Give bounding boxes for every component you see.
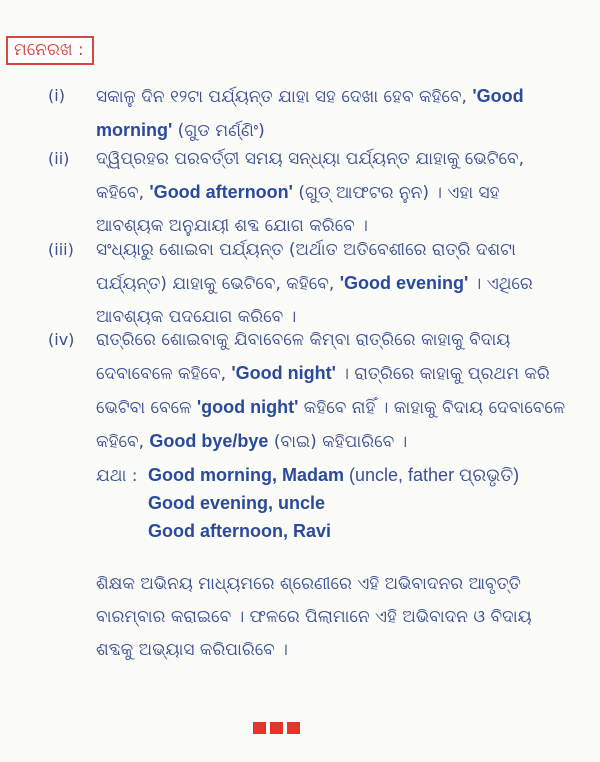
list-item-2 — [48, 143, 568, 243]
list-item-1 — [48, 80, 568, 148]
item-number: (iii) — [48, 240, 74, 259]
list-item-3 — [48, 234, 568, 334]
item-number: (i) — [48, 86, 65, 105]
teacher-note-paragraph: ଶିକ୍ଷକ ଅଭିନୟ ମାଧ୍ୟମରେ ଶ୍ରେଣୀରେ ଏହି ଅଭିବାଦନର ଆବୃତ୍ତି ବାରମ୍ବାର କରାଇବେ । ଫଳରେ ପିଲାମାନେ ଏହି ଅଭିବାଦନ ଓ ବିଦାୟ ଶବ୍ଦକୁ ଅଭ୍ୟାସ କରିପାରିବେ । — [96, 574, 532, 660]
item-number: (iv) — [48, 330, 75, 349]
item-number: (ii) — [48, 149, 70, 168]
item-text: ସଂଧ୍ୟାରୁ ଶୋଇବା ପର୍ଯ୍ୟନ୍ତ (ଅର୍ଥାତ ଅତିବେଶୀରେ ରାତ୍ରି ଦଶଟା ପର୍ଯ୍ୟନ୍ତ) ଯାହାକୁ ଭେଟିବେ, କହିବେ, 'Good evening' । ଏଥିରେ ଆବଶ୍ୟକ ପଦଯୋଗ କରିବେ । — [96, 240, 533, 327]
end-marker — [253, 722, 300, 734]
example-greeting-1: Good morning, Madam — [148, 465, 344, 485]
examples-lead: ଯଥା : — [96, 466, 138, 486]
examples-block — [96, 462, 576, 546]
item-text: ରାତ୍ରିରେ ଶୋଇବାକୁ ଯିବାବେଳେ କିମ୍ବା ରାତ୍ରିରେ କାହାକୁ ବିଦାୟ ଦେବାବେଳେ କହିବେ, 'Good night' । ରାତ୍ରିରେ କାହାକୁ ପ୍ରଥମ କରି ଭେଟିବା ବେଳେ 'good night' କହିବେ ନାହିଁ । କାହାକୁ ବିଦାୟ ଦେବାବେଳେ କହିବେ, Good bye/bye (ବାଇ) କହିପାରିବେ । — [96, 330, 566, 452]
list-item-4 — [48, 324, 568, 459]
example-note: (uncle, father ପ୍ରଭୃତି) — [344, 465, 520, 485]
example-greeting-2: Good evening, uncle — [148, 493, 326, 513]
red-square-icon — [270, 722, 283, 734]
red-square-icon — [253, 722, 266, 734]
note-heading: ମନେରଖ : — [6, 36, 94, 65]
item-text: ସକାଳୁ ଦିନ ୧୨ଟା ପର୍ଯ୍ୟନ୍ତ ଯାହା ସହ ଦେଖା ହେବ କହିବେ, 'Good morning' (ଗୁଡ ମର୍ଣ୍ଣିଂ) — [96, 86, 524, 141]
item-text: ଦ୍ୱିପ୍ରହର ପରବର୍ତ୍ତୀ ସମୟ ସନ୍ଧ୍ୟା ପର୍ଯ୍ୟନ୍ତ ଯାହାକୁ ଭେଟିବେ, କହିବେ, 'Good afternoon' (ଗୁଡ୍ ଆଫଟର ନୁନ) । ଏହା ସହ ଆବଶ୍ୟକ ଅନୁଯାୟୀ ଶବ୍ଦ ଯୋଗ କରିବେ । — [96, 149, 524, 236]
example-greeting-3: Good afternoon, Ravi — [148, 521, 332, 541]
red-square-icon — [287, 722, 300, 734]
